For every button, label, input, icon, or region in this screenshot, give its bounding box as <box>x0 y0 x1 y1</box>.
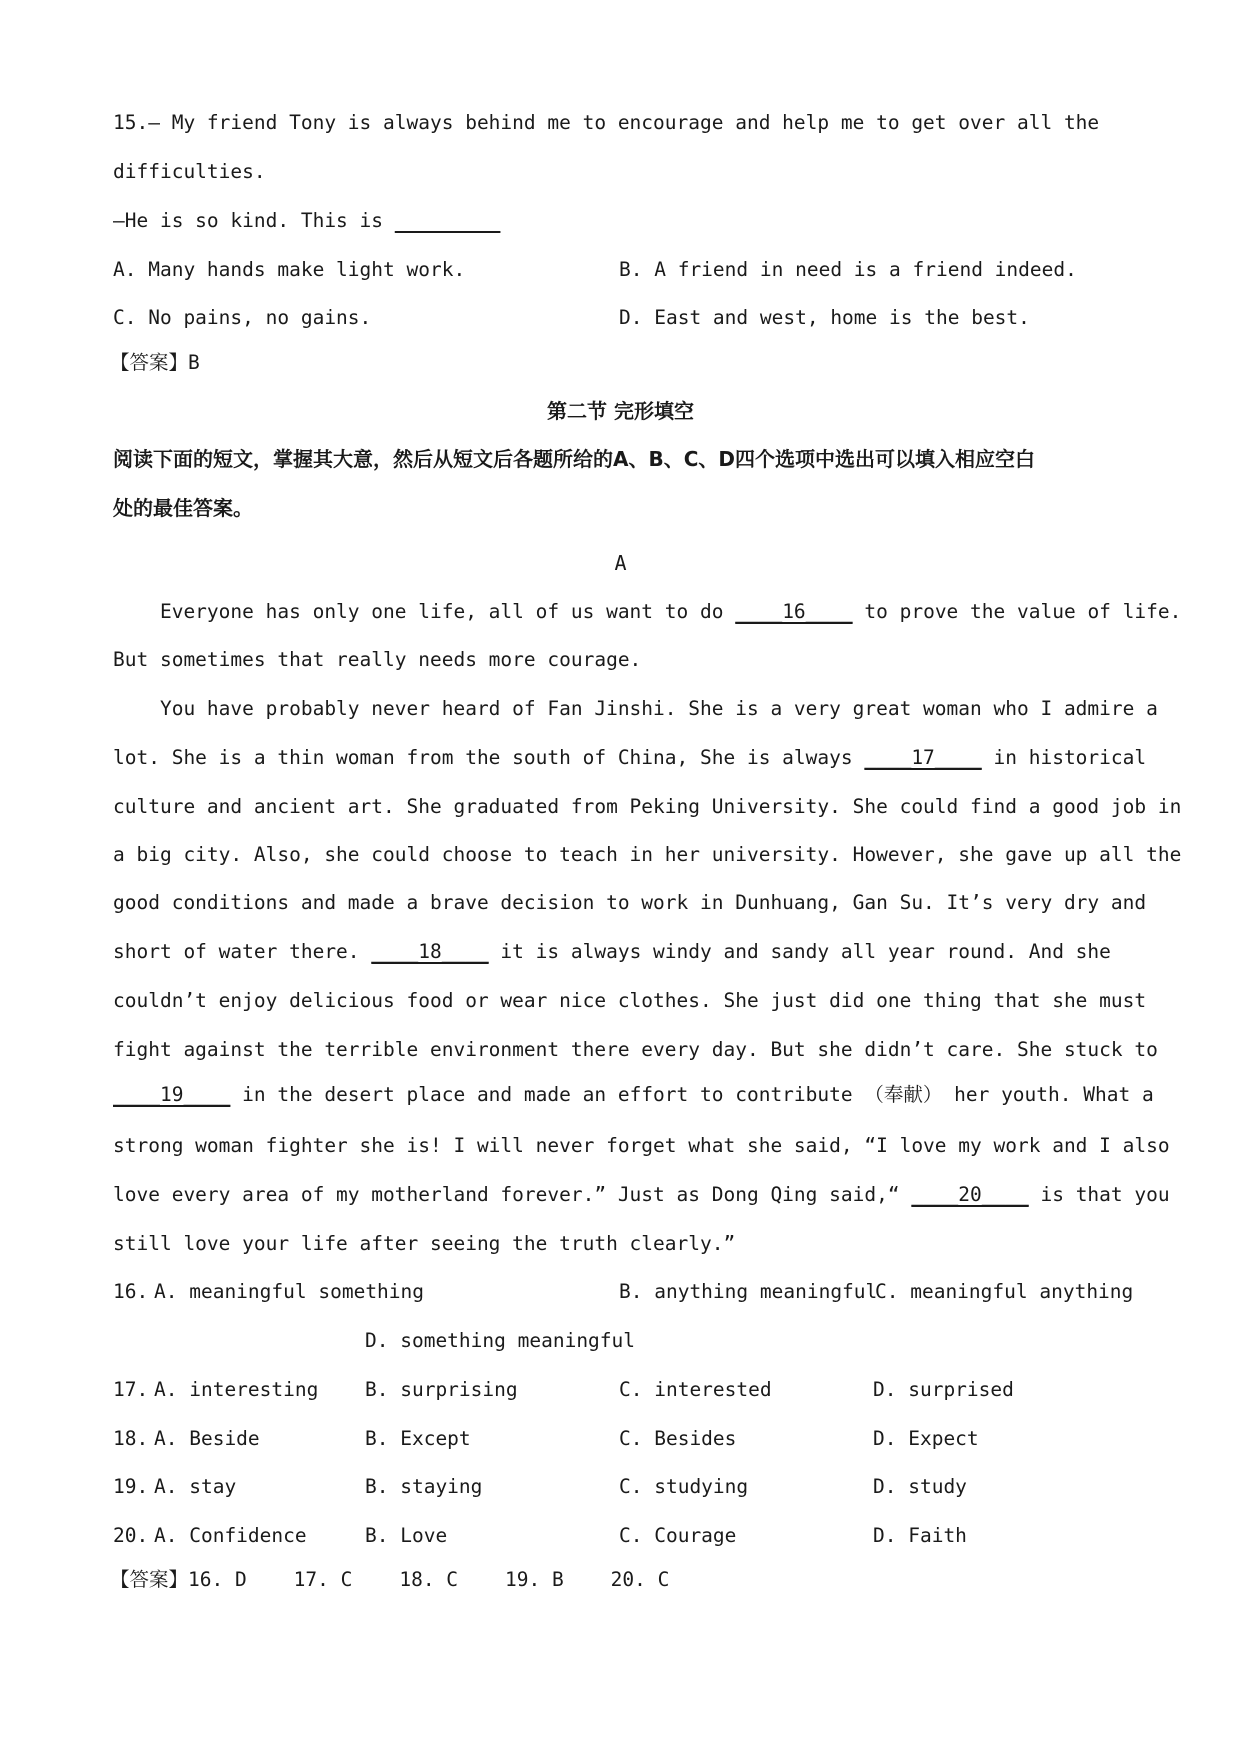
q15-response-text: —He is so kind. This is <box>113 209 395 232</box>
q16-option-b: B. anything meaningful <box>619 1280 878 1303</box>
q19-option-a: A. stay <box>154 1475 237 1498</box>
passage-line <box>113 942 1111 962</box>
passage-line: a big city. Also, she could choose to teach in her university. However, she gave up all the <box>113 843 1182 866</box>
passage-text: lot. She is a thin woman from the south of China, She is always <box>113 746 865 769</box>
section-instruction-line2: 处的最佳答案。 <box>113 496 253 520</box>
q15-option-a: A. Many hands make light work. <box>113 258 466 281</box>
q19-number: 19. <box>113 1475 149 1498</box>
q15-stem-line2: difficulties. <box>113 160 266 183</box>
passage-label: A <box>614 551 627 575</box>
q20-option-b: B. Love <box>365 1524 448 1547</box>
blank-16: ____16____ <box>735 600 853 623</box>
q15-response <box>113 211 500 231</box>
q20-number: 20. <box>113 1524 149 1547</box>
q18-option-d: D. Expect <box>873 1427 979 1450</box>
passage-line: You have probably never heard of Fan Jinshi. She is a very great woman who I admire a <box>113 697 1158 720</box>
cloze-answers-text: 16. D 17. C 18. C 19. B 20. C <box>188 1568 670 1591</box>
passage-line: good conditions and made a brave decision to work in Dunhuang, Gan Su. It’s very dry and <box>113 891 1147 914</box>
q18-option-c: C. Besides <box>619 1427 737 1450</box>
passage-line: couldn’t enjoy delicious food or wear nice clothes. She just did one thing that she must <box>113 989 1147 1012</box>
q15-blank <box>395 209 501 232</box>
passage-line: culture and ancient art. She graduated from Peking University. She could find a good job in <box>113 795 1182 818</box>
q15-option-c: C. No pains, no gains. <box>113 306 372 329</box>
passage-text: it is always windy and sandy all year round. And she <box>488 940 1111 963</box>
blank-20: ____20____ <box>911 1183 1029 1206</box>
blank-19: ____19____ <box>113 1083 231 1106</box>
q20-option-d: D. Faith <box>873 1524 967 1547</box>
passage-line <box>113 748 1146 768</box>
q18-number: 18. <box>113 1427 149 1450</box>
q17-option-c: C. interested <box>619 1378 772 1401</box>
passage-text: is that you <box>1028 1183 1170 1206</box>
q15-answer <box>110 353 200 373</box>
passage-line <box>113 1085 1154 1105</box>
blank-17: ____17____ <box>864 746 982 769</box>
q19-option-b: B. staying <box>365 1475 483 1498</box>
cloze-answers <box>110 1570 669 1590</box>
section-instruction-line1: 阅读下面的短文，掌握其大意，然后从短文后各题所给的A、B、C、D四个选项中选出可以填入相应空白 <box>113 447 1036 471</box>
passage-line: But sometimes that really needs more courage. <box>113 648 642 671</box>
blank-18: ____18____ <box>371 940 489 963</box>
passage-line: still love your life after seeing the truth clearly.” <box>113 1232 736 1255</box>
passage-text: in historical <box>981 746 1147 769</box>
passage-text: short of water there. <box>113 940 372 963</box>
passage-text: Everyone has only one life, all of us want to do <box>113 600 736 623</box>
q16-option-a: A. meaningful something <box>154 1280 425 1303</box>
q17-option-a: A. interesting <box>154 1378 319 1401</box>
q20-option-c: C. Courage <box>619 1524 737 1547</box>
q20-option-a: A. Confidence <box>154 1524 307 1547</box>
q15-option-d: D. East and west, home is the best. <box>619 306 1030 329</box>
q15-answer-value: B <box>188 351 200 374</box>
q18-option-b: B. Except <box>365 1427 471 1450</box>
q15-option-b: B. A friend in need is a friend indeed. <box>619 258 1077 281</box>
cloze-answers-label: 【答案】 <box>110 1568 189 1591</box>
passage-line: strong woman fighter she is! I will never forget what she said, “I love my work and I also <box>113 1134 1170 1157</box>
q17-number: 17. <box>113 1378 149 1401</box>
passage-text: love every area of my motherland forever.” Just as Dong Qing said,“ <box>113 1183 912 1206</box>
passage-line <box>113 602 1181 622</box>
q15-answer-label: 【答案】 <box>110 351 189 374</box>
passage-text: to prove the value of life. <box>852 600 1182 623</box>
q16-number: 16. <box>113 1280 149 1303</box>
passage-line <box>113 1185 1170 1205</box>
section-title: 第二节 完形填空 <box>547 399 694 423</box>
q16-option-d: D. something meaningful <box>365 1329 636 1352</box>
q18-option-a: A. Beside <box>154 1427 260 1450</box>
q19-option-d: D. study <box>873 1475 967 1498</box>
q15-stem-line1: 15.— My friend Tony is always behind me to encourage and help me to get over all the <box>113 111 1100 134</box>
passage-text: in the desert place and made an effort to contribute （奉献） her youth. What a <box>230 1083 1154 1106</box>
q16-option-c: C. meaningful anything <box>875 1280 1134 1303</box>
q17-option-b: B. surprising <box>365 1378 518 1401</box>
q17-option-d: D. surprised <box>873 1378 1014 1401</box>
q19-option-c: C. studying <box>619 1475 749 1498</box>
passage-line: fight against the terrible environment there every day. But she didn’t care. She stuck to <box>113 1038 1158 1061</box>
